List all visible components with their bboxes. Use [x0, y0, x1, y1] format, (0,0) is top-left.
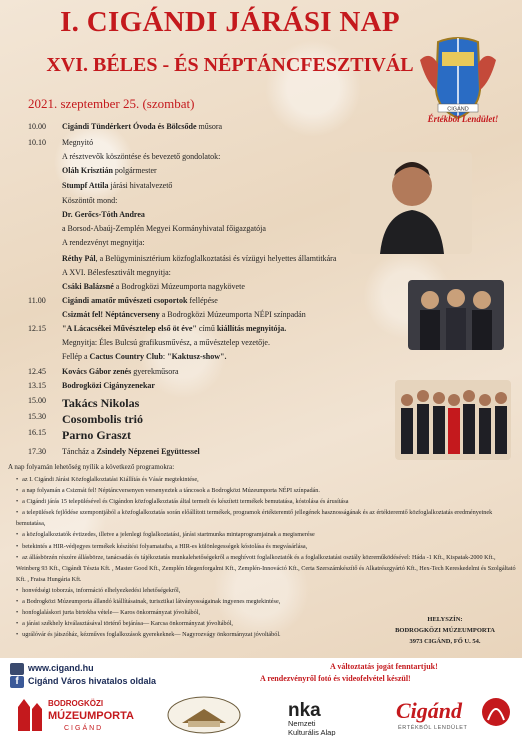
program-text: járási hivatalvezető — [108, 181, 173, 190]
program-text: Dr. Gerőcs-Tóth Andrea — [62, 210, 145, 219]
program-text: "A Lácacsékei Művésztelep első öt éve" — [62, 324, 197, 333]
performer-photo-trio — [408, 280, 504, 350]
program-desc — [62, 254, 336, 263]
program-time: 11.00 — [28, 296, 46, 305]
program-text: Csáki Balázsné — [62, 282, 114, 291]
logo-mp-line1: BODROGKÖZI — [48, 699, 104, 708]
program-desc — [62, 367, 179, 376]
facebook-link[interactable]: Cigánd Város hivatalos oldala — [28, 676, 157, 686]
program-text: a Bodrogközi Múzeumporta nagykövete — [113, 282, 245, 291]
program-desc — [62, 224, 266, 233]
program-desc — [62, 122, 222, 131]
info-item: • honvédségi toborzás, információ elhelyezkedési lehetőségekről, — [16, 585, 516, 596]
program-text: Parno Graszt — [62, 428, 131, 442]
program-text: A XVI. Bélesfesztivált megnyitja: — [62, 268, 171, 277]
program-text: című — [196, 324, 217, 333]
program-text: Megnyitó — [62, 138, 94, 147]
info-item: • a Cigándi járás 15 településével és Cigándon közfoglalkoztatás által termelt és készített termékek bemutatása, kóstolása és árusítása — [16, 496, 516, 507]
program-desc — [62, 324, 286, 333]
info-item: • honfoglaláskori jurta birtokba vétele— Karos önkormányzat jóvoltából, — [16, 607, 516, 618]
program-text: Oláh Krisztián — [62, 166, 113, 175]
program-desc — [62, 352, 226, 361]
info-item: • a települések fejlődése szempontjából a közfoglalkoztatás során előállított termékek, programok értékteremtő jellegének hasznosságának és az értékteremtő közfoglalkoztatás eredményeinek bemutatása, — [16, 507, 516, 529]
info-item: • betekintés a HIR-védjegyes termékek készítési folyamataiba, a HIR-es különlegességek kóstolása és megvásárlása, — [16, 541, 516, 552]
logo-mp-line2: MÚZEUMPORTA — [48, 710, 134, 722]
bodrogkoz-museum-seal-icon — [164, 695, 244, 735]
program-text: a Borsod-Abaúj-Zemplén Megyei Kormányhivatal főigazgatója — [62, 224, 266, 233]
program-text: Cactus Country Club — [89, 352, 163, 361]
program-text: Réthy Pál — [62, 254, 96, 263]
logo-nka-line1: Nemzeti — [288, 719, 316, 728]
crest-label: CIGÁND — [447, 106, 469, 113]
program-text: polgármester — [112, 166, 157, 175]
program-text: Zsindely Népzenei Együttessel — [96, 447, 200, 456]
poster-title: I. CIGÁNDI JÁRÁSI NAP — [60, 6, 400, 38]
program-text: Cigándi amatőr művészeti csoportok — [62, 296, 188, 305]
info-item: • az állásbörzén részére állásbörze, tanácsadás és tájékoztatás munkalehetőségekről a meghívott foglalkoztatók és a foglalkoztatási osztály közreműködésével: Háda -1 Kft., Kispatak-2000 Kft., Weinberg 93 Kft., Cigándi Tészta Kft. , Master Good Kft., Zemplén Idegenforgalmi Kft., Zemplén-Innováció Kft., Certa Szerszámkészítő és Alkatrészgyártó Kft., Hex-Tech Kereskedelmi és Szolgáltató Kft. , Fraisa Hungária Kft. — [16, 552, 516, 585]
program-text: Cosombolis trió — [62, 412, 143, 426]
program-time: 13.15 — [28, 381, 46, 390]
program-text: A rendezvényt megnyitja: — [62, 238, 145, 247]
program-text: fellépése — [187, 296, 218, 305]
program-time: 17.30 — [28, 447, 46, 456]
program-desc — [62, 210, 145, 219]
program-text: Köszöntőt mond: — [62, 196, 118, 205]
program-desc — [62, 296, 218, 305]
info-item: • a Bodrogközi Múzeumporta állandó kiállításainak, turisztikai látványosságainak ingyenes megtekintése, — [16, 596, 516, 607]
info-heading: A nap folyamán lehetőség nyílik a következő programokra: — [8, 463, 175, 471]
logo-cig-motto: ÉRTÉKBŐL LENDÜLET — [398, 725, 468, 731]
program-time: 12.45 — [28, 367, 46, 376]
program-text: Táncház a — [62, 447, 97, 456]
program-desc — [62, 166, 157, 175]
rights-notice: A változtatás jogát fenntartjuk! — [330, 662, 438, 671]
program-desc — [62, 196, 117, 205]
program-desc — [62, 447, 200, 456]
program-desc — [62, 152, 220, 161]
program-text: Stumpf Attila — [62, 181, 109, 190]
program-text: : — [162, 352, 168, 361]
program-text: műsora — [196, 122, 223, 131]
info-item: • a járási székhely kiválasztásával történő bejárása— Karcsa önkormányzat jóvoltából, — [16, 618, 516, 629]
program-desc — [62, 338, 270, 347]
recording-notice: A rendezvényről fotó és videofelvétel készül! — [260, 674, 411, 683]
program-desc — [62, 381, 155, 390]
program-text: Megnyitja: Éles Bulcsú grafikusművész, a művésztelep vezetője. — [62, 338, 270, 347]
program-time: 15.00 — [28, 396, 46, 405]
nka-logo-icon — [286, 696, 376, 736]
program-desc — [62, 282, 245, 291]
program-text: Fellép a — [62, 352, 90, 361]
program-desc — [62, 138, 93, 147]
program-text: Cigándi Tündérkert Óvoda és Bölcsőde — [62, 122, 197, 131]
poster-subtitle: XVI. BÉLES - ÉS NÉPTÁNCFESZTIVÁL — [46, 54, 414, 76]
program-time: 12.15 — [28, 324, 46, 333]
event-date: 2021. szeptember 25. (szombat) — [28, 96, 195, 111]
program-desc — [62, 428, 131, 443]
program-desc — [62, 310, 306, 319]
venue-address: 3973 CIGÁND, FŐ U. 54. — [409, 638, 481, 645]
program-text: "Kaktusz-show". — [167, 352, 227, 361]
program-text: Takács Nikolas — [62, 396, 140, 410]
program-desc — [62, 181, 172, 190]
program-text: Kovács Gábor zenés — [62, 367, 132, 376]
program-desc — [62, 238, 145, 247]
facebook-icon: f — [10, 676, 24, 688]
logo-cig-name: Cigánd — [396, 698, 463, 723]
program-time: 15.30 — [28, 412, 46, 421]
logo-nka-line2: Kulturális Alap — [288, 728, 336, 736]
crest-motto: Értékből Lendület! — [427, 114, 499, 124]
program-desc — [62, 396, 139, 411]
venue-name: BODROGKÖZI MÚZEUMPORTA — [395, 627, 495, 634]
program-desc — [62, 268, 171, 277]
program-text: A résztvevők köszöntése és bevezető gondolatok: — [62, 152, 221, 161]
info-item: • ugrálóvár és játszóház, kézműves foglalkozások gyerekeknek— Nagyrozvágy önkormányzat jóvoltából. — [16, 629, 516, 640]
performer-photo-takacs — [350, 152, 472, 254]
info-item: • a közfoglalkoztatók évtizedes, illetve a jelenlegi foglalkoztatási, járási startmunka mintaprogramjainak a megismerése — [16, 529, 516, 540]
venue-label: HELYSZÍN: — [427, 616, 463, 623]
logo-mp-line3: CIGÁND — [64, 725, 104, 732]
program-time: 10.00 — [28, 122, 46, 131]
program-time: 10.10 — [28, 138, 46, 147]
venue-block — [375, 614, 515, 647]
program-text: a Bodrogközi Múzeumporta NÉPI színpadán — [159, 310, 306, 319]
program-text: , a Belügyminisztérium közfoglalkoztatási és vízügyi helyettes államtitkára — [95, 254, 337, 263]
muzeumporta-logo-icon — [14, 695, 142, 735]
logo-nka-mark: nka — [288, 700, 321, 721]
globe-icon — [10, 663, 24, 675]
info-item: • a nap folyamán a Csizmát fel! Néptáncversenyen versenyeztek a táncosok a Bodrogközi Múzeumporta NÉPI színpadán. — [16, 485, 516, 496]
program-text: kiállítás megnyitója. — [216, 324, 287, 333]
program-text: gyerekműsora — [131, 367, 179, 376]
website-link[interactable]: www.cigand.hu — [28, 663, 94, 673]
program-desc — [62, 412, 143, 427]
program-text: Csizmát fel! Néptáncverseny — [62, 310, 160, 319]
program-text: Bodrogközi Cigányzenekar — [62, 381, 155, 390]
info-item: • az I. Cigándi Járási Közfoglalkoztatási Kiállítás és Vásár megtekintése, — [16, 474, 516, 485]
program-time: 16.15 — [28, 428, 46, 437]
cigand-city-logo-icon — [392, 692, 516, 736]
performer-photo-parno-graszt — [395, 380, 511, 460]
